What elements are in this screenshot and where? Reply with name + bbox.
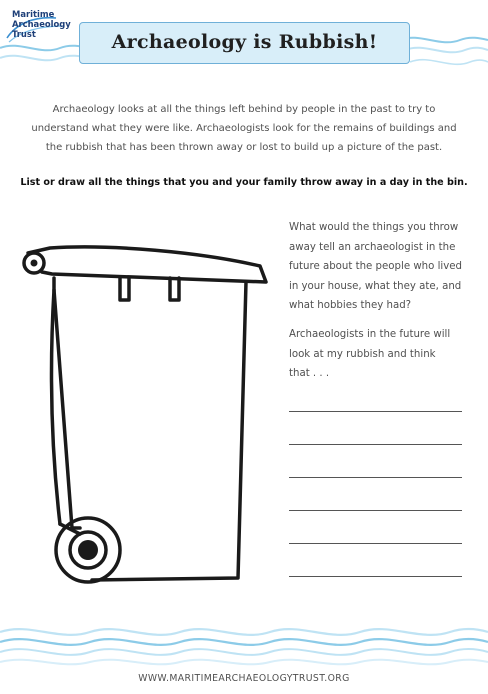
question-line-5: what hobbies they had? xyxy=(289,300,412,311)
bottom-waves-decoration xyxy=(0,618,488,672)
answer-line[interactable] xyxy=(289,444,462,445)
question-line-4: in your house, what they ate, and xyxy=(289,280,462,292)
answer-line[interactable] xyxy=(289,477,462,478)
logo-line-1: Maritime xyxy=(12,9,55,19)
logo-line-2: Archaeology xyxy=(12,19,71,29)
bin-lid xyxy=(28,247,266,282)
title-banner xyxy=(79,22,410,64)
answer-line[interactable] xyxy=(289,510,462,511)
wheelie-bin-drawing[interactable] xyxy=(20,238,280,623)
logo-line-3: Trust xyxy=(12,29,36,39)
prompt-line-2: look at my rubbish and think xyxy=(289,348,436,360)
intro-line-3: the rubbish that has been thrown away or lost to build up a picture of the past. xyxy=(45,142,443,153)
question-line-1: What would the things you throw xyxy=(289,222,459,233)
answer-line[interactable] xyxy=(289,543,462,544)
prompt-line-1: Archaeologists in the future will xyxy=(289,329,451,340)
footer-url[interactable]: WWW.MARITIMEARCHAEOLOGYTRUST.ORG xyxy=(138,673,350,684)
intro-line-1: Archaeology looks at all the things left behind by people in the past to try to xyxy=(52,104,436,115)
answer-line[interactable] xyxy=(289,411,462,412)
prompt-text xyxy=(289,325,479,384)
answer-line[interactable] xyxy=(289,576,462,577)
instruction-text: List or draw all the things that you and your family throw away in a day in the bin. xyxy=(20,177,468,188)
question-line-2: away tell an archaeologist in the xyxy=(289,241,456,253)
intro-paragraph xyxy=(28,100,460,157)
prompt-line-3: that . . . xyxy=(289,368,330,379)
intro-line-2: understand what they were like. Archaeologists look for the remains of buildings and xyxy=(31,123,457,134)
question-line-3: future about the people who lived xyxy=(289,261,463,272)
question-text xyxy=(289,218,479,316)
page-title: Archaeology is Rubbish! xyxy=(111,31,378,53)
